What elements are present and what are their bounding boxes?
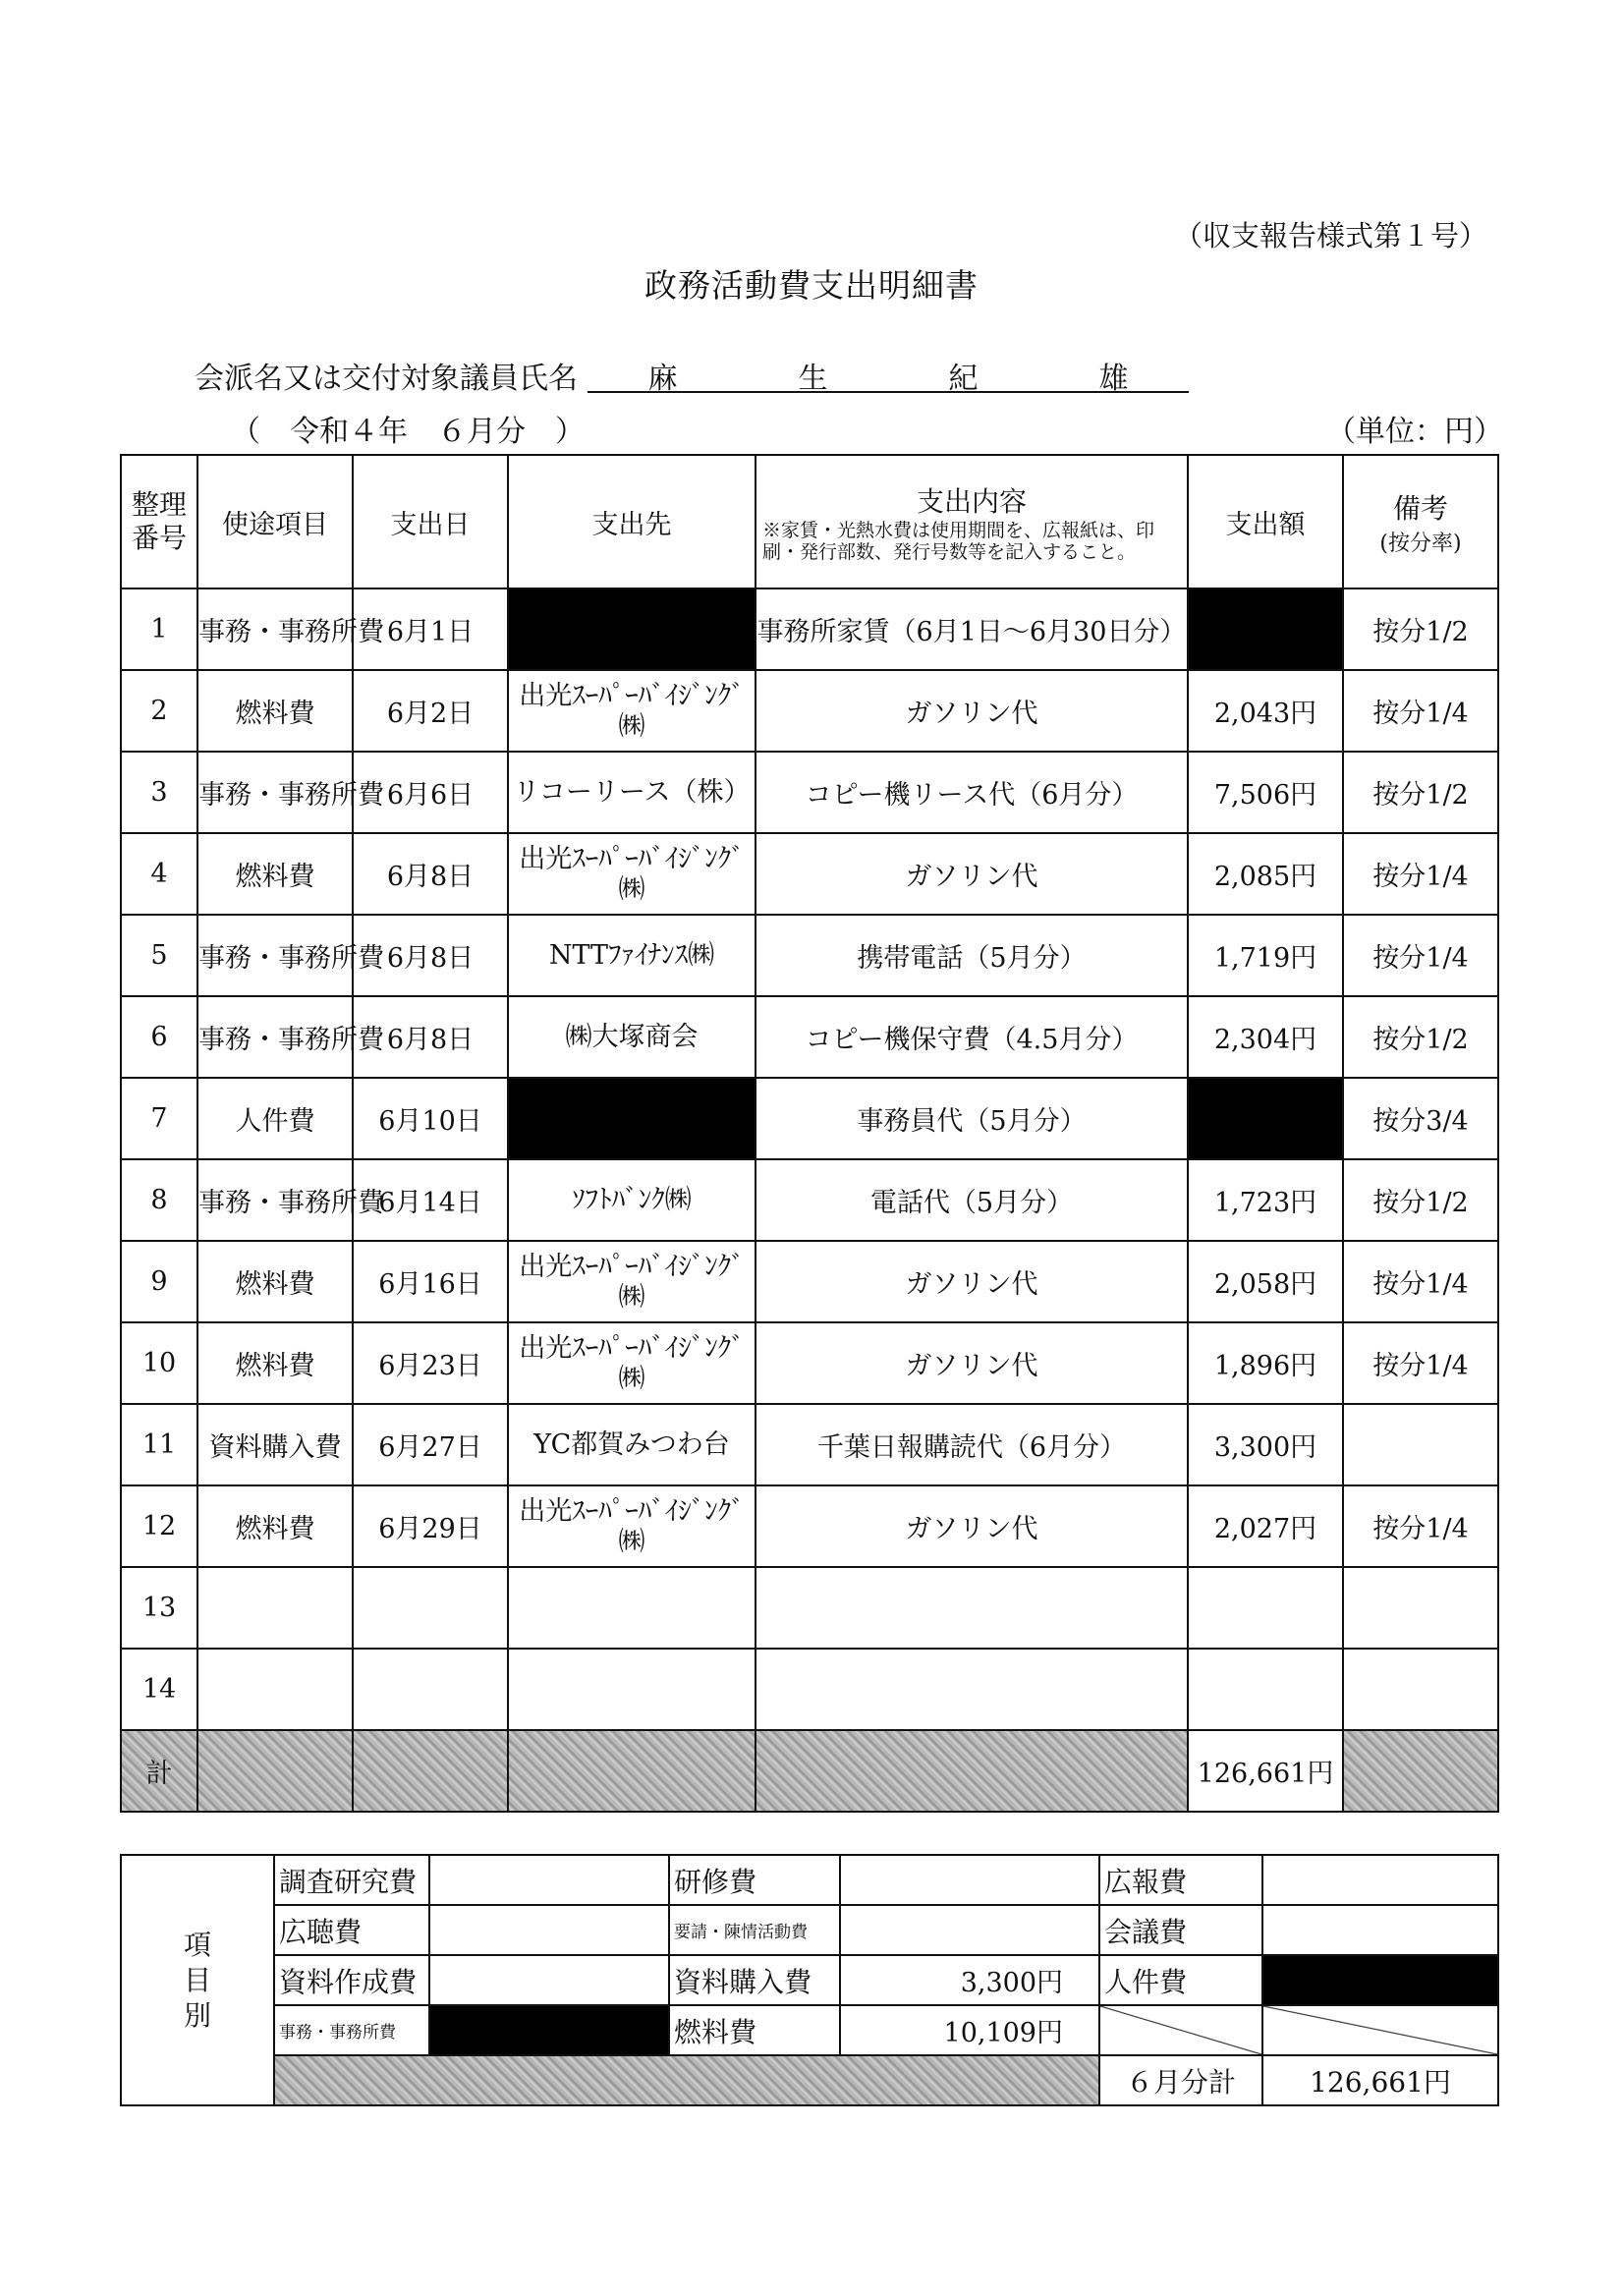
row-date: 6月8日: [353, 915, 508, 996]
content-header-title: 支出内容: [916, 485, 1027, 518]
row-remarks: 按分1/2: [1343, 588, 1498, 670]
member-name-char: 紀: [948, 362, 979, 396]
training-value: [840, 1855, 1099, 1905]
row-payee: 出光ｽｰﾊﾟｰﾊﾞｲｼﾞﾝｸﾞ㈱: [508, 833, 756, 915]
table-row: [121, 1078, 1498, 1159]
col-header-no: 整理番号: [121, 455, 197, 588]
office-label: 事務・事務所費: [274, 2005, 429, 2055]
materials-purchase-label: 資料購入費: [669, 1955, 840, 2005]
row-number: 10: [121, 1322, 197, 1404]
row-category: 燃料費: [197, 1485, 353, 1567]
table-row: [121, 1404, 1498, 1485]
fuel-value: 10,109円: [840, 2005, 1099, 2055]
publicity-value: [1262, 1855, 1498, 1905]
table-row: [121, 1567, 1498, 1649]
row-payee: ｿﾌﾄﾊﾞﾝｸ㈱: [508, 1159, 756, 1241]
row-remarks: 按分1/4: [1343, 1322, 1498, 1404]
period: （ 令和４年 ６月分 ）: [231, 415, 585, 449]
office-value-redacted: [429, 2005, 669, 2055]
month-total-amount: 126,661円: [1262, 2055, 1498, 2105]
shaded-cell: [756, 1730, 1188, 1812]
total-amount: 126,661円: [1188, 1730, 1343, 1812]
row-category: 燃料費: [197, 1322, 353, 1404]
table-total-row: [121, 1730, 1498, 1812]
row-number: 3: [121, 752, 197, 833]
row-content: ガソリン代: [756, 670, 1188, 752]
table-row: [121, 1159, 1498, 1241]
row-category: 人件費: [197, 1078, 353, 1159]
row-date: 6月16日: [353, 1241, 508, 1322]
row-remarks: 按分1/2: [1343, 1159, 1498, 1241]
row-payee: 出光ｽｰﾊﾟｰﾊﾞｲｼﾞﾝｸﾞ㈱: [508, 1485, 756, 1567]
row-amount-redacted: [1188, 1078, 1343, 1159]
struck-cell: [1099, 2005, 1262, 2055]
row-date: [353, 1567, 508, 1649]
row-number: 11: [121, 1404, 197, 1485]
row-content: コピー機リース代（6月分）: [756, 752, 1188, 833]
personnel-label: 人件費: [1099, 1955, 1262, 2005]
row-date: 6月29日: [353, 1485, 508, 1567]
table-row: [121, 996, 1498, 1078]
expense-table: [120, 454, 1499, 1813]
row-payee: 出光ｽｰﾊﾟｰﾊﾞｲｼﾞﾝｸﾞ㈱: [508, 1241, 756, 1322]
row-number: 6: [121, 996, 197, 1078]
row-content: 電話代（5月分）: [756, 1159, 1188, 1241]
row-amount: 2,304円: [1188, 996, 1343, 1078]
personnel-value-redacted: [1262, 1955, 1498, 2005]
row-content: ガソリン代: [756, 1241, 1188, 1322]
table-row: [121, 1322, 1498, 1404]
petition-label: 要請・陳情活動費: [669, 1905, 840, 1955]
col-header-payee: 支出先: [508, 455, 756, 588]
category-row: [121, 1855, 1498, 1905]
row-remarks: 按分3/4: [1343, 1078, 1498, 1159]
remarks-header-title: 備考: [1392, 491, 1448, 525]
shaded-cell: [353, 1730, 508, 1812]
meeting-value: [1262, 1905, 1498, 1955]
row-content: [756, 1649, 1188, 1730]
row-content: 事務員代（5月分）: [756, 1078, 1188, 1159]
row-category: 燃料費: [197, 670, 353, 752]
table-header-row: [121, 455, 1498, 588]
row-number: 13: [121, 1567, 197, 1649]
row-content: 携帯電話（5月分）: [756, 915, 1188, 996]
row-amount: 2,058円: [1188, 1241, 1343, 1322]
row-category: [197, 1649, 353, 1730]
row-payee: 出光ｽｰﾊﾟｰﾊﾞｲｼﾞﾝｸﾞ㈱: [508, 670, 756, 752]
category-total-row: [121, 2055, 1498, 2105]
row-category: 事務・事務所費: [197, 752, 353, 833]
form-number: （収支報告様式第１号）: [1174, 219, 1488, 252]
row-date: 6月27日: [353, 1404, 508, 1485]
row-category: 燃料費: [197, 833, 353, 915]
total-label: 計: [121, 1730, 197, 1812]
row-payee: リコーリース（株）: [508, 752, 756, 833]
row-category: 事務・事務所費: [197, 1159, 353, 1241]
row-amount: 2,027円: [1188, 1485, 1343, 1567]
member-name-char: 麻: [647, 362, 678, 396]
row-payee: [508, 1649, 756, 1730]
category-side-label: 項目別: [121, 1855, 274, 2105]
row-number: 7: [121, 1078, 197, 1159]
row-content: ガソリン代: [756, 833, 1188, 915]
row-category: [197, 1567, 353, 1649]
name-label: 会派名又は交付対象議員氏名: [195, 362, 578, 396]
member-name-char: 雄: [1098, 362, 1129, 396]
row-date: 6月23日: [353, 1322, 508, 1404]
row-number: 9: [121, 1241, 197, 1322]
col-header-remarks: [1343, 455, 1498, 588]
row-remarks: 按分1/4: [1343, 833, 1498, 915]
row-date: 6月8日: [353, 833, 508, 915]
row-amount: 1,723円: [1188, 1159, 1343, 1241]
row-amount: 1,719円: [1188, 915, 1343, 996]
category-row: [121, 2005, 1498, 2055]
row-amount: [1188, 1649, 1343, 1730]
row-amount: 3,300円: [1188, 1404, 1343, 1485]
row-remarks: [1343, 1404, 1498, 1485]
shaded-cell: [1343, 1730, 1498, 1812]
row-date: 6月2日: [353, 670, 508, 752]
row-remarks: 按分1/4: [1343, 1241, 1498, 1322]
content-header-note: ※家賃・光熱水費は使用期間を、広報紙は、印刷・発行部数、発行号数等を記入すること。: [762, 520, 1155, 563]
row-date: 6月8日: [353, 996, 508, 1078]
category-summary-table: [120, 1854, 1499, 2106]
row-content: ガソリン代: [756, 1485, 1188, 1567]
meeting-label: 会議費: [1099, 1905, 1262, 1955]
row-remarks: 按分1/4: [1343, 915, 1498, 996]
row-content: ガソリン代: [756, 1322, 1188, 1404]
row-number: 4: [121, 833, 197, 915]
member-name: [588, 354, 1189, 396]
row-category: 資料購入費: [197, 1404, 353, 1485]
row-number: 2: [121, 670, 197, 752]
row-content: 事務所家賃（6月1日～6月30日分）: [756, 588, 1188, 670]
row-amount: 2,085円: [1188, 833, 1343, 915]
table-row: [121, 1649, 1498, 1730]
remarks-header-sub: (按分率): [1379, 531, 1462, 556]
col-header-amount: 支出額: [1188, 455, 1343, 588]
row-category: 事務・事務所費: [197, 915, 353, 996]
shaded-cell: [197, 1730, 353, 1812]
shaded-cell: [508, 1730, 756, 1812]
fuel-label: 燃料費: [669, 2005, 840, 2055]
table-row: [121, 588, 1498, 670]
table-row: [121, 833, 1498, 915]
row-amount: 1,896円: [1188, 1322, 1343, 1404]
row-amount-redacted: [1188, 588, 1343, 670]
member-name-char: 生: [798, 362, 828, 396]
table-row: [121, 915, 1498, 996]
row-remarks: 按分1/4: [1343, 1485, 1498, 1567]
materials-creation-label: 資料作成費: [274, 1955, 429, 2005]
table-row: [121, 1241, 1498, 1322]
materials-creation-value: [429, 1955, 669, 2005]
row-date: [353, 1649, 508, 1730]
row-remarks: [1343, 1649, 1498, 1730]
col-header-category: 使途項目: [197, 455, 353, 588]
row-remarks: 按分1/4: [1343, 670, 1498, 752]
row-number: 12: [121, 1485, 197, 1567]
row-category: 事務・事務所費: [197, 588, 353, 670]
row-number: 1: [121, 588, 197, 670]
table-row: [121, 670, 1498, 752]
hearing-value: [429, 1905, 669, 1955]
row-payee-redacted: [508, 1078, 756, 1159]
shaded-cell: [274, 2055, 1099, 2105]
category-row: [121, 1905, 1498, 1955]
hearing-label: 広聴費: [274, 1905, 429, 1955]
row-payee: NTTﾌｧｲﾅﾝｽ㈱: [508, 915, 756, 996]
row-content: コピー機保守費（4.5月分）: [756, 996, 1188, 1078]
category-row: [121, 1955, 1498, 2005]
row-payee: 出光ｽｰﾊﾟｰﾊﾞｲｼﾞﾝｸﾞ㈱: [508, 1322, 756, 1404]
row-date: 6月10日: [353, 1078, 508, 1159]
unit-label: （単位：円）: [1326, 415, 1503, 449]
table-row: [121, 1485, 1498, 1567]
row-content: 千葉日報購読代（6月分）: [756, 1404, 1188, 1485]
row-amount: 2,043円: [1188, 670, 1343, 752]
row-date: 6月1日: [353, 588, 508, 670]
table-row: [121, 752, 1498, 833]
row-payee: YC都賀みつわ台: [508, 1404, 756, 1485]
research-value: [429, 1855, 669, 1905]
struck-cell: [1262, 2005, 1498, 2055]
row-category: 燃料費: [197, 1241, 353, 1322]
petition-value: [840, 1905, 1099, 1955]
row-remarks: 按分1/2: [1343, 752, 1498, 833]
row-payee: [508, 1567, 756, 1649]
research-label: 調査研究費: [274, 1855, 429, 1905]
row-remarks: 按分1/2: [1343, 996, 1498, 1078]
row-amount: [1188, 1567, 1343, 1649]
row-number: 14: [121, 1649, 197, 1730]
col-header-content: [756, 455, 1188, 588]
row-number: 8: [121, 1159, 197, 1241]
training-label: 研修費: [669, 1855, 840, 1905]
materials-purchase-value: 3,300円: [840, 1955, 1099, 2005]
publicity-label: 広報費: [1099, 1855, 1262, 1905]
row-category: 事務・事務所費: [197, 996, 353, 1078]
row-date: 6月14日: [353, 1159, 508, 1241]
row-amount: 7,506円: [1188, 752, 1343, 833]
row-date: 6月6日: [353, 752, 508, 833]
col-header-date: 支出日: [353, 455, 508, 588]
document-title: 政務活動費支出明細書: [644, 266, 979, 305]
row-payee-redacted: [508, 588, 756, 670]
row-number: 5: [121, 915, 197, 996]
row-content: [756, 1567, 1188, 1649]
month-total-label: ６月分計: [1099, 2055, 1262, 2105]
row-payee: ㈱大塚商会: [508, 996, 756, 1078]
row-remarks: [1343, 1567, 1498, 1649]
